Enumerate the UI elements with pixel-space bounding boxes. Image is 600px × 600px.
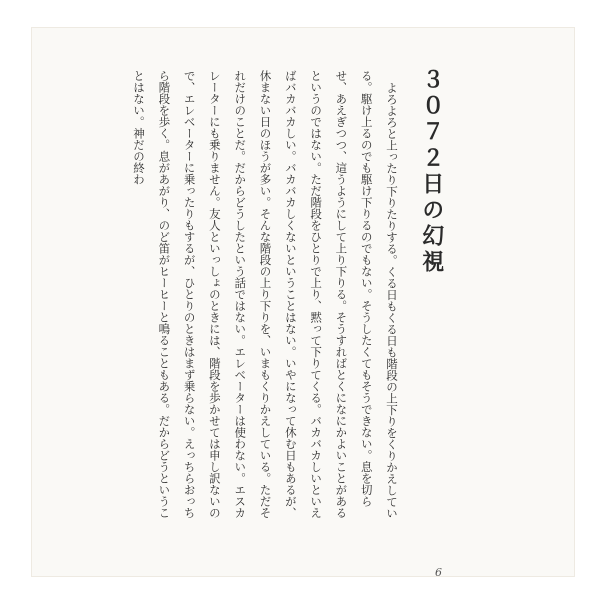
body-text: [126, 70, 404, 522]
page-number: 6: [435, 566, 442, 579]
book-page: [32, 28, 574, 579]
chapter-title: ３０７２日の幻視: [418, 68, 445, 276]
paragraph: よろよろと上ったり下りたりする。くる日もくる日も階段の上下りをくりかえしている。駆け上るのでも駆け下りるのでもない。そうしたくてもそうできない。息を切らせ、あえぎつつ、這うようにして上り下りる。そうすればとくになにかよいことがあるというのではない。ただ階段をひとりで上り、黙って下りてくる。バカバカしいといえばバカバカしい。バカバカしくないということはない。いやになって休む日もあるが、休まない日のほうが多い。そんな階段の上り下りを、いまもくりかえしている。ただそれだけのことだ。だからどうしたという話ではない。エレベーターは使わない。エスカレーターにも乗りません。友人といっしょのときには、階段を歩かせては申し訳ないので、エレベーターに乗ったりもするが、ひとりのときはまず乗らない。えっちらおっちら階段を歩く。息があがり、のど笛がヒーヒーと鳴ることもある。だからどうということはない。神だの終わ: [132, 70, 399, 519]
